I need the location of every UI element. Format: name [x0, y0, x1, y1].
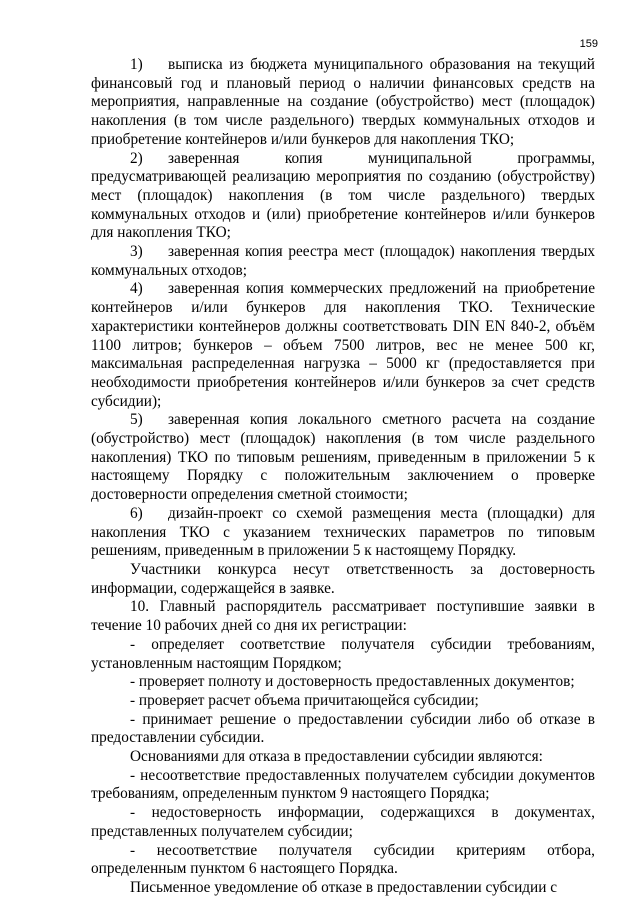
document-body: [91, 56, 595, 898]
list-number: 2): [130, 149, 143, 167]
paragraph: [91, 673, 595, 692]
paragraph: [91, 280, 595, 411]
paragraph-text: заверенная копия муниципальной программы, предусматривающей реализацию мероприятия по созданию (обустройству) мест (площадок) накопления (в том числе раздельного) твердых коммунальных отходов и (или) приобретение контейнеров и/или бункеров для накопления ТКО;: [91, 149, 595, 242]
paragraph: [91, 56, 595, 150]
paragraph-text: заверенная копия локального сметного расчета на создание (обустройство) мест (площадок) накопления (в том числе раздельного накопления) ТКО по типовым решениям, приведенным в приложении 5 к настоящему Порядку с положительным заключением о проверке достоверности определения сметной стоимости;: [91, 411, 595, 504]
list-number: 5): [130, 411, 143, 429]
list-number: 4): [130, 280, 143, 298]
paragraph: [91, 748, 595, 767]
paragraph: [91, 842, 595, 879]
paragraph-text: Участники конкурса несут ответственность за достоверность информации, содержащейся в заявке.: [91, 560, 595, 597]
paragraph: [91, 411, 595, 505]
paragraph: [91, 243, 595, 280]
paragraph-text: Письменное уведомление об отказе в предоставлении субсидии с: [130, 878, 558, 896]
paragraph-text: - проверяет полноту и достоверность предоставленных документов;: [130, 673, 575, 691]
paragraph-text: - недостоверность информации, содержащихся в документах, представленных получателем субсидии;: [91, 804, 595, 840]
paragraph: [91, 636, 595, 673]
paragraph: [91, 505, 595, 561]
paragraph-text: - проверяет расчет объема причитающейся субсидии;: [130, 691, 479, 709]
paragraph-text: заверенная копия реестра мест (площадок) накопления твердых коммунальных отходов;: [91, 243, 595, 279]
paragraph: [91, 804, 595, 841]
paragraph-text: Основаниями для отказа в предоставлении субсидии являются:: [130, 748, 543, 766]
paragraph: [91, 767, 595, 804]
page-number: 159: [579, 38, 598, 50]
paragraph-text: - принимает решение о предоставлении субсидии либо об отказе в предоставлении субсидии.: [91, 710, 595, 747]
paragraph-text: - несоответствие предоставленных получателем субсидии документов требованиям, определенным пунктом 9 настоящего Порядка;: [91, 766, 595, 803]
paragraph-text: выписка из бюджета муниципального образования на текущий финансовый год и плановый период о наличии финансовых средств на мероприятия, направленные на создание (обустройство) мест (площадок) накопления (в том числе раздельного) твердых коммунальных отходов и приобретение контейнеров и/или бункеров для накопления ТКО;: [91, 56, 595, 148]
paragraph-text: дизайн-проект со схемой размещения места (площадки) для накопления ТКО с указанием технических параметров по типовым решениям, приведенным в приложении 5 к настоящему Порядку.: [91, 504, 595, 560]
paragraph: [91, 692, 595, 711]
list-number: 3): [130, 243, 143, 261]
list-number: 1): [130, 56, 143, 73]
paragraph: [91, 879, 595, 898]
list-number: 6): [130, 504, 143, 522]
paragraph-text: 10. Главный распорядитель рассматривает поступившие заявки в течение 10 рабочих дней со дня их регистрации:: [91, 598, 595, 635]
paragraph: [91, 598, 595, 635]
paragraph: [91, 150, 595, 244]
paragraph: [91, 711, 595, 748]
paragraph: [91, 561, 595, 598]
paragraph-text: - несоответствие получателя субсидии критериям отбора, определенным пунктом 6 настоящего Порядка.: [91, 841, 595, 878]
paragraph-text: - определяет соответствие получателя субсидии требованиям, установленным настоящим Порядком;: [91, 635, 595, 672]
paragraph-text: заверенная копия коммерческих предложений на приобретение контейнеров и/или бункеров для накопления ТКО. Технические характеристики контейнеров должны соответствовать DIN EN 840-2, объём 1100 литров; бункеров – объем 7500 литров, вес не менее 500 кг, максимальная распределенная нагрузка – 5000 кг (предоставляется при необходимости приобретения контейнеров и/или бункеров за счет средств субсидии);: [91, 280, 595, 410]
